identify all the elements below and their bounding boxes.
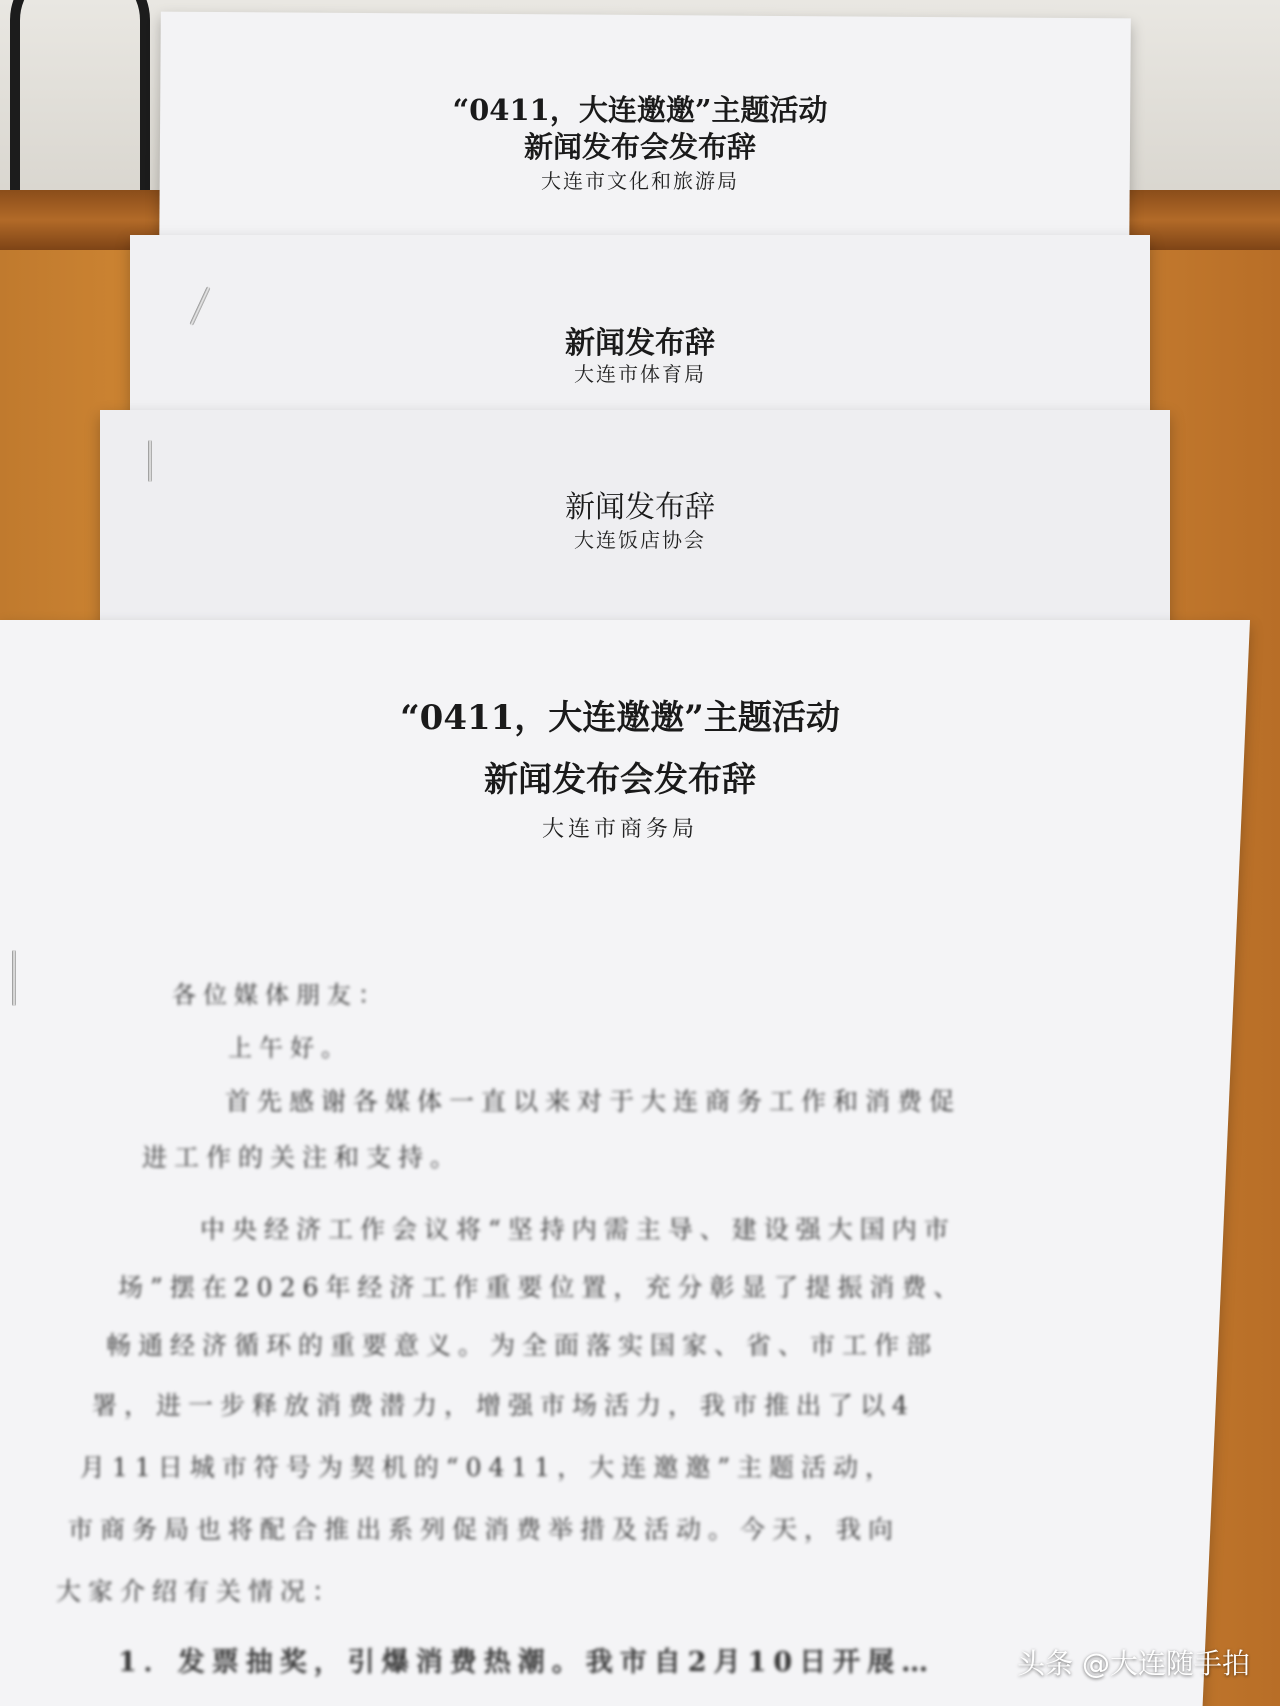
body-line: 市商务局也将配合推出系列促消费举措及活动。今天，我向 <box>68 1515 901 1544</box>
sheet4-title-line2: 新闻发布会发布辞 <box>484 760 756 800</box>
body-line: 各位媒体朋友： <box>172 981 389 1009</box>
sheet2-title: 新闻发布辞 <box>565 326 715 361</box>
sheet3-issuer: 大连饭店协会 <box>574 528 706 552</box>
sheet1-title-line1: “0411，大连邀邀”主题活动 <box>452 93 828 127</box>
staple <box>12 950 16 1006</box>
body-line: 署，进一步释放消费潜力，增强市场活力，我市推出了以4 <box>92 1391 915 1420</box>
sheet4-title-line1: “0411，大连邀邀”主题活动 <box>400 698 840 738</box>
sheet4-issuer: 大连市商务局 <box>541 817 698 842</box>
sheet1-title-line2: 新闻发布会发布辞 <box>523 130 756 164</box>
body-line: 中央经济工作会议将“坚持内需主导、建设强大国内市 <box>200 1215 956 1244</box>
body-line: 1．发票抽奖，引爆消费热潮。我市自2月10日开展… <box>118 1647 936 1678</box>
body-line: 大家介绍有关情况： <box>56 1577 345 1606</box>
body-line: 上午好。 <box>228 1034 352 1062</box>
staple <box>148 440 152 482</box>
body-line: 首先感谢各媒体一直以来对于大连商务工作和消费促 <box>225 1087 962 1116</box>
body-line: 进工作的关注和支持。 <box>142 1143 463 1172</box>
sheet3-title: 新闻发布辞 <box>565 490 715 525</box>
body-line: 场”摆在2026年经济工作重要位置，充分彰显了提振消费、 <box>118 1273 966 1302</box>
body-line: 畅通经济循环的重要意义。为全面落实国家、省、市工作部 <box>106 1331 939 1360</box>
sheet2-issuer: 大连市体育局 <box>574 362 706 386</box>
sheet1-issuer: 大连市文化和旅游局 <box>541 169 739 193</box>
body-line: 月11日城市符号为契机的“0411，大连邀邀”主题活动， <box>80 1453 897 1482</box>
watermark: 头条 @大连随手拍 <box>1017 1647 1250 1680</box>
